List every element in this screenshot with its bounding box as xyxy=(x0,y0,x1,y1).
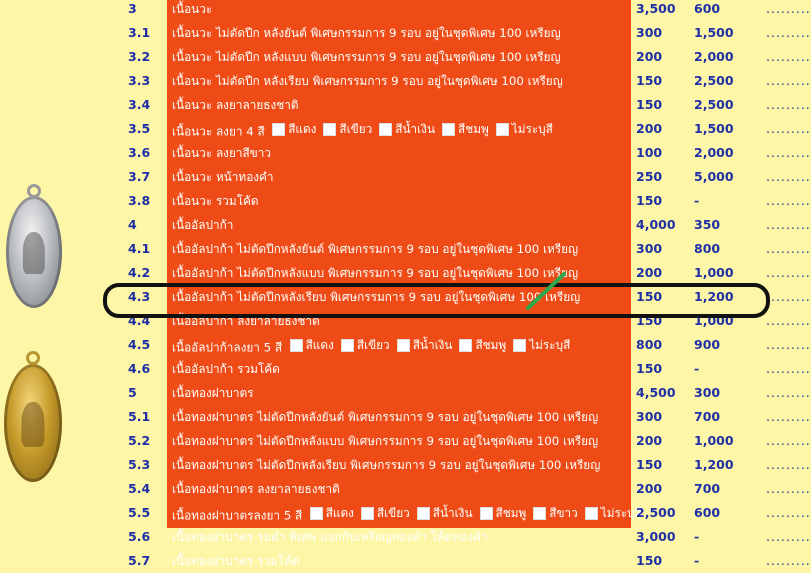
item-description xyxy=(172,189,626,213)
color-option[interactable] xyxy=(513,333,570,357)
description-text: เนื้อนวะ ไม่ตัดปีก หลังแบบ พิเศษกรรมการ 9 รอบ อยู่ในชุดพิเศษ 100 เหรียญ xyxy=(172,50,561,64)
table-row xyxy=(0,357,811,381)
item-description xyxy=(172,141,626,165)
quantity-value: 150 xyxy=(636,361,663,376)
table-row xyxy=(0,93,811,117)
quantity-value: 150 xyxy=(636,313,663,328)
item-number: 4.5 xyxy=(128,337,151,352)
description-text: เนื้ออัลปาก้าลงยา 5 สี xyxy=(172,340,283,355)
description-text: เนื้อนวะ ไม่ตัดปีก หลังยันต์ พิเศษกรรมการ 9 รอบ อยู่ในชุดพิเศษ 100 เหรียญ xyxy=(172,26,561,40)
color-option-label: ไม่ระบุสี xyxy=(511,122,553,136)
checkbox-icon[interactable] xyxy=(290,339,303,352)
quantity-value: 150 xyxy=(636,457,663,472)
price-value: 1,000 xyxy=(694,313,734,328)
item-description xyxy=(172,405,626,429)
price-value: 900 xyxy=(694,337,721,352)
item-number: 5.2 xyxy=(128,433,151,448)
quantity-value: 150 xyxy=(636,193,663,208)
description-text: เนื้อทองฝาบาตร ลงยาลายธงชาติ xyxy=(172,482,340,496)
quantity-value: 200 xyxy=(636,481,663,496)
item-number: 3.1 xyxy=(128,25,151,40)
price-value: 2,000 xyxy=(694,145,734,160)
checkbox-icon[interactable] xyxy=(585,507,598,520)
item-description xyxy=(172,477,626,501)
description-text: เนื้อนวะ ไม่ตัดปีก หลังเรียบ พิเศษกรรมการ 9 รอบ อยู่ในชุดพิเศษ 100 เหรียญ xyxy=(172,74,563,88)
checkbox-icon[interactable] xyxy=(533,507,546,520)
item-description xyxy=(172,21,626,45)
price-value: 600 xyxy=(694,1,721,16)
item-number: 3 xyxy=(128,1,137,16)
quantity-value: 200 xyxy=(636,433,663,448)
description-text: เนื้ออัลปาก้า xyxy=(172,218,234,232)
table-row xyxy=(0,117,811,141)
price-value: 5,000 xyxy=(694,169,734,184)
fill-in-blank: ......... xyxy=(766,433,811,448)
fill-in-blank: ......... xyxy=(766,385,811,400)
price-value: 1,000 xyxy=(694,433,734,448)
table-row xyxy=(0,525,811,549)
price-value: 350 xyxy=(694,217,721,232)
table-row xyxy=(0,141,811,165)
item-description xyxy=(172,333,626,357)
table-row xyxy=(0,453,811,477)
quantity-value: 3,000 xyxy=(636,529,676,544)
color-option[interactable] xyxy=(379,117,435,141)
description-text: เนื้อทองฝาบาตร รมดำ พิเศษ แจกกับเหรียญทองคำ โค้ดทองคำ xyxy=(172,530,488,544)
highlight-oval-row-4-5 xyxy=(103,283,770,318)
quantity-value: 150 xyxy=(636,289,663,304)
price-value: 700 xyxy=(694,409,721,424)
quantity-value: 3,500 xyxy=(636,1,676,16)
checkbox-icon[interactable] xyxy=(361,507,374,520)
table-row xyxy=(0,381,811,405)
fill-in-blank: ......... xyxy=(766,241,811,256)
checkbox-icon[interactable] xyxy=(272,123,285,136)
price-value: 700 xyxy=(694,481,721,496)
item-number: 4.3 xyxy=(128,289,151,304)
item-number: 3.7 xyxy=(128,169,151,184)
description-text: เนื้อทองฝาบาตร ไม่ตัดปีกหลังยันต์ พิเศษกรรมการ 9 รอบ อยู่ในชุดพิเศษ 100 เหรียญ xyxy=(172,410,599,424)
fill-in-blank: ......... xyxy=(766,337,811,352)
color-option[interactable] xyxy=(272,117,316,141)
table-row xyxy=(0,501,811,525)
quantity-value: 800 xyxy=(636,337,663,352)
item-number: 5.1 xyxy=(128,409,151,424)
quantity-value: 100 xyxy=(636,145,663,160)
item-description xyxy=(172,501,642,525)
fill-in-blank: ......... xyxy=(766,289,811,304)
quantity-value: 200 xyxy=(636,49,663,64)
quantity-value: 200 xyxy=(636,121,663,136)
table-row xyxy=(0,237,811,261)
price-value: - xyxy=(694,193,700,208)
description-text: เนื้อนวะ ลงยา 4 สี xyxy=(172,124,265,139)
item-number: 3.4 xyxy=(128,97,151,112)
price-value: 1,500 xyxy=(694,25,734,40)
table-row xyxy=(0,189,811,213)
fill-in-blank: ......... xyxy=(766,313,811,328)
item-number: 3.6 xyxy=(128,145,151,160)
color-option[interactable] xyxy=(417,501,473,525)
price-value: 800 xyxy=(694,241,721,256)
quantity-value: 2,500 xyxy=(636,505,676,520)
fill-in-blank: ......... xyxy=(766,481,811,496)
item-description xyxy=(172,165,626,189)
checkbox-icon[interactable] xyxy=(397,339,410,352)
color-option[interactable] xyxy=(442,117,489,141)
price-value: - xyxy=(694,553,700,568)
color-option[interactable] xyxy=(310,501,354,525)
color-option-label: สีชมพู xyxy=(458,122,489,136)
color-option-label: สีน้ำเงิน xyxy=(432,506,473,520)
description-text: เนื้อนวะ ลงยาลายธงชาติ xyxy=(172,98,299,112)
item-description xyxy=(172,117,626,141)
item-number: 5.3 xyxy=(128,457,151,472)
color-option[interactable] xyxy=(480,501,527,525)
description-text: เนื้อนวะ รวมโค้ด xyxy=(172,194,259,208)
price-value: 300 xyxy=(694,385,721,400)
quantity-value: 300 xyxy=(636,409,663,424)
fill-in-blank: ......... xyxy=(766,265,811,280)
checkbox-icon[interactable] xyxy=(379,123,392,136)
item-number: 3.2 xyxy=(128,49,151,64)
description-text: เนื้ออัลปาก้า ลงยาลายธงชาติ xyxy=(172,314,320,328)
quantity-value: 4,500 xyxy=(636,385,676,400)
table-row xyxy=(0,213,811,237)
price-value: - xyxy=(694,529,700,544)
price-value: 1,500 xyxy=(694,121,734,136)
quantity-value: 150 xyxy=(636,97,663,112)
color-option-label: สีน้ำเงิน xyxy=(412,338,453,352)
color-option[interactable] xyxy=(459,333,506,357)
color-option[interactable] xyxy=(533,501,578,525)
fill-in-blank: ......... xyxy=(766,409,811,424)
price-value: 1,200 xyxy=(694,457,734,472)
item-number: 4 xyxy=(128,217,137,232)
fill-in-blank: ......... xyxy=(766,1,811,16)
item-description xyxy=(172,213,626,237)
quantity-value: 150 xyxy=(636,553,663,568)
color-option[interactable] xyxy=(496,117,553,141)
green-check-mark-icon xyxy=(520,268,570,316)
price-value: - xyxy=(694,361,700,376)
table-row xyxy=(0,21,811,45)
color-option-label: ไม่ระบุสี xyxy=(529,338,571,352)
checkbox-icon[interactable] xyxy=(417,507,430,520)
quantity-value: 200 xyxy=(636,265,663,280)
description-text: เนื้อนวะ xyxy=(172,2,213,16)
color-option[interactable] xyxy=(341,333,390,357)
fill-in-blank: ......... xyxy=(766,529,811,544)
item-number: 3.5 xyxy=(128,121,151,136)
description-text: เนื้อทองฝาบาตร รวมโค้ด xyxy=(172,554,300,568)
description-text: เนื้อทองฝาบาตรลงยา 5 สี xyxy=(172,508,303,523)
item-number: 5.5 xyxy=(128,505,151,520)
item-description xyxy=(172,381,626,405)
color-option-label: สีชมพู xyxy=(475,338,507,352)
table-row xyxy=(0,0,811,21)
description-text: เนื้อทองฝาบาตร ไม่ตัดปีกหลังแบบ พิเศษกรรมการ 9 รอบ อยู่ในชุดพิเศษ 100 เหรียญ xyxy=(172,434,599,448)
fill-in-blank: ......... xyxy=(766,169,811,184)
quantity-value: 300 xyxy=(636,25,663,40)
checkbox-icon[interactable] xyxy=(310,507,323,520)
item-number: 5 xyxy=(128,385,137,400)
item-number: 4.2 xyxy=(128,265,151,280)
item-description xyxy=(172,69,626,93)
checkbox-icon[interactable] xyxy=(513,339,526,352)
table-row xyxy=(0,333,811,357)
item-number: 3.8 xyxy=(128,193,151,208)
description-text: เนื้อทองฝาบาตร xyxy=(172,386,254,400)
fill-in-blank: ......... xyxy=(766,361,811,376)
table-row xyxy=(0,69,811,93)
quantity-value: 150 xyxy=(636,73,663,88)
checkbox-icon[interactable] xyxy=(480,507,493,520)
item-number: 5.6 xyxy=(128,529,151,544)
price-value: 2,500 xyxy=(694,97,734,112)
fill-in-blank: ......... xyxy=(766,553,811,568)
color-option-label: สีแดง xyxy=(325,506,354,520)
item-number: 4.6 xyxy=(128,361,151,376)
description-text: เนื้ออัลปาก้า ไม่ตัดปีกหลังยันต์ พิเศษกรรมการ 9 รอบ อยู่ในชุดพิเศษ 100 เหรียญ xyxy=(172,242,579,256)
fill-in-blank: ......... xyxy=(766,73,811,88)
color-option[interactable] xyxy=(323,117,372,141)
checkbox-icon[interactable] xyxy=(341,339,354,352)
item-description xyxy=(172,237,626,261)
fill-in-blank: ......... xyxy=(766,145,811,160)
quantity-value: 300 xyxy=(636,241,663,256)
fill-in-blank: ......... xyxy=(766,193,811,208)
price-value: 600 xyxy=(694,505,721,520)
color-option-label: สีน้ำเงิน xyxy=(395,122,436,136)
item-number: 4.4 xyxy=(128,313,151,328)
item-description xyxy=(172,453,626,477)
price-value: 2,000 xyxy=(694,49,734,64)
item-number: 5.7 xyxy=(128,553,151,568)
item-number: 5.4 xyxy=(128,481,151,496)
item-description xyxy=(172,0,626,21)
color-option-label: สีชมพู xyxy=(495,506,527,520)
color-option-label: สีแดง xyxy=(305,338,334,352)
table-row xyxy=(0,405,811,429)
fill-in-blank: ......... xyxy=(766,505,811,520)
color-option-label: ไม่ระบุสี xyxy=(600,506,642,520)
price-value: 2,500 xyxy=(694,73,734,88)
table-row xyxy=(0,477,811,501)
fill-in-blank: ......... xyxy=(766,25,811,40)
item-description xyxy=(172,93,626,117)
checkbox-icon[interactable] xyxy=(323,123,336,136)
item-number: 4.1 xyxy=(128,241,151,256)
item-description xyxy=(172,429,626,453)
color-option-label: สีขาว xyxy=(549,506,578,520)
fill-in-blank: ......... xyxy=(766,121,811,136)
table-row xyxy=(0,45,811,69)
table-row xyxy=(0,429,811,453)
quantity-value: 4,000 xyxy=(636,217,676,232)
description-text: เนื้อทองฝาบาตร ไม่ตัดปีกหลังเรียบ พิเศษกรรมการ 9 รอบ อยู่ในชุดพิเศษ 100 เหรียญ xyxy=(172,458,601,472)
checkbox-icon[interactable] xyxy=(442,123,455,136)
table-row xyxy=(0,165,811,189)
table-row xyxy=(0,261,811,285)
item-description xyxy=(172,525,626,549)
item-description xyxy=(172,357,626,381)
checkbox-icon[interactable] xyxy=(459,339,472,352)
quantity-value: 250 xyxy=(636,169,663,184)
color-option-label: สีเขียว xyxy=(356,338,390,352)
description-text: เนื้อนวะ หน้าทองคำ xyxy=(172,170,274,184)
color-option[interactable] xyxy=(361,501,410,525)
checkbox-icon[interactable] xyxy=(496,123,509,136)
fill-in-blank: ......... xyxy=(766,49,811,64)
color-option-label: สีเขียว xyxy=(376,506,410,520)
item-description xyxy=(172,549,626,573)
description-text: เนื้อนวะ ลงยาสีขาว xyxy=(172,146,271,160)
description-text: เนื้ออัลปาก้า รวมโค้ด xyxy=(172,362,280,376)
color-option[interactable] xyxy=(397,333,453,357)
color-option-label: สีแดง xyxy=(288,122,317,136)
color-option[interactable] xyxy=(585,501,642,525)
fill-in-blank: ......... xyxy=(766,217,811,232)
fill-in-blank: ......... xyxy=(766,97,811,112)
color-option-label: สีเขียว xyxy=(339,122,373,136)
color-option[interactable] xyxy=(290,333,334,357)
fill-in-blank: ......... xyxy=(766,457,811,472)
price-value: 1,000 xyxy=(694,265,734,280)
item-description xyxy=(172,45,626,69)
item-number: 3.3 xyxy=(128,73,151,88)
description-text: เนื้ออัลปาก้า ไม่ตัดปีกหลังเรียบ พิเศษกรรมการ 9 รอบ อยู่ในชุดพิเศษ 100 เหรียญ xyxy=(172,290,581,304)
description-text: เนื้ออัลปาก้า ไม่ตัดปีกหลังแบบ พิเศษกรรมการ 9 รอบ อยู่ในชุดพิเศษ 100 เหรียญ xyxy=(172,266,579,280)
price-value: 1,200 xyxy=(694,289,734,304)
table-row xyxy=(0,549,811,573)
